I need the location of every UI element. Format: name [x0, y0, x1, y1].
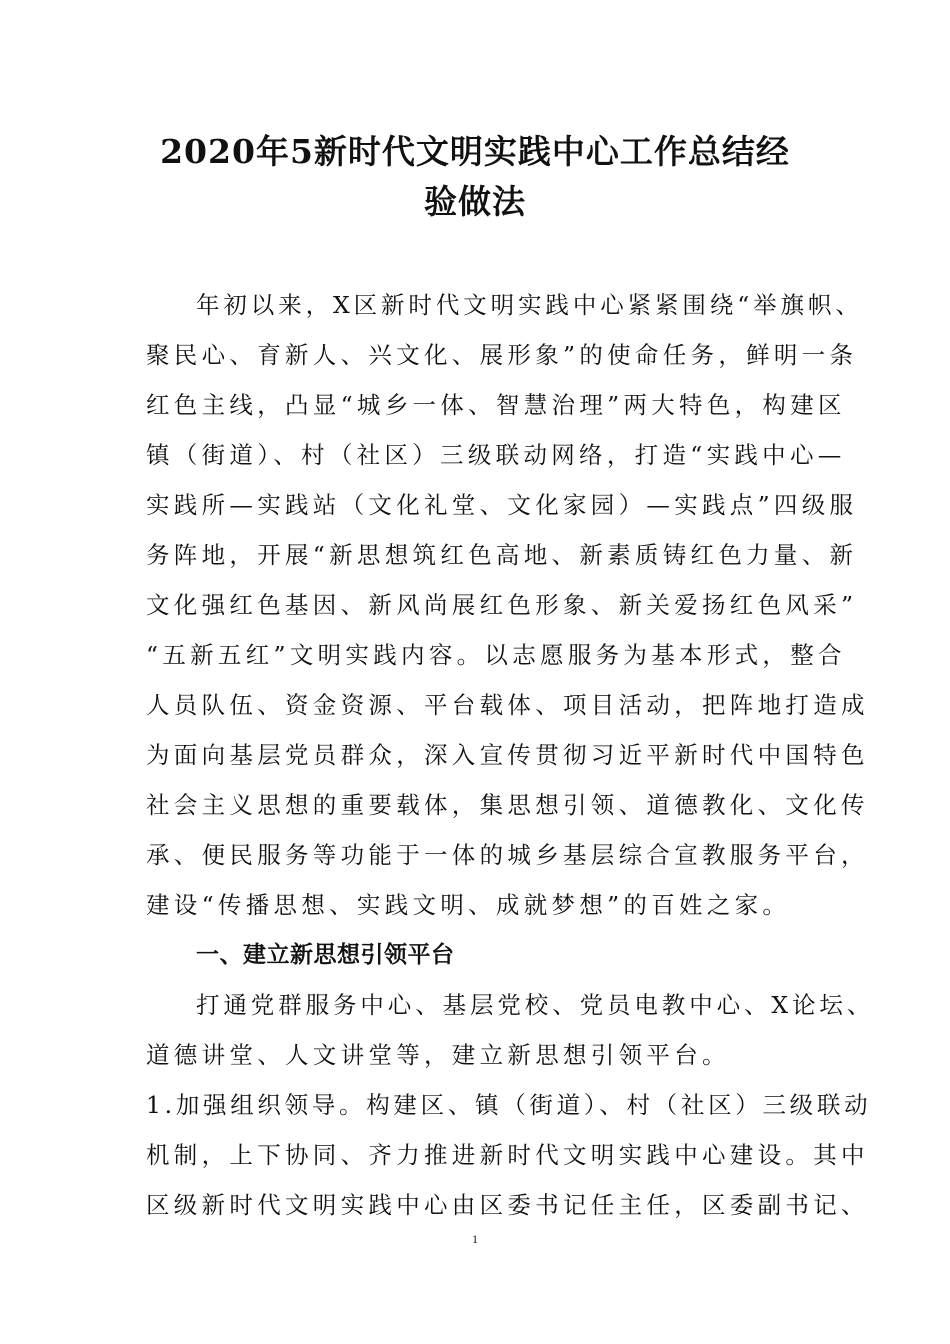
intro-line-2: 聚民心、育新人、兴文化、展形象”的使命任务，鲜明一条	[146, 341, 858, 369]
document-title-line-2: 验做法	[424, 182, 526, 221]
intro-line-1: 年初以来，X区新时代文明实践中心紧紧围绕“举旗帜、	[196, 291, 863, 319]
intro-line-3: 红色主线，凸显“城乡一体、智慧治理”两大特色，构建区	[146, 391, 846, 419]
section-1-line-1: 打通党群服务中心、基层党校、党员电教中心、X论坛、	[196, 991, 875, 1019]
item-1-line-1: 1.加强组织领导。构建区、镇（街道）、村（社区）三级联动	[146, 1091, 872, 1119]
intro-line-12: 承、便民服务等功能于一体的城乡基层综合宣教服务平台，	[146, 841, 869, 869]
intro-line-7: 文化强红色基因、新风尚展红色形象、新关爱扬红色风采”	[146, 591, 858, 619]
intro-line-4: 镇（街道）、村（社区）三级联动网络，打造“实践中心—	[146, 441, 846, 469]
page-number: 1	[472, 1232, 478, 1246]
intro-line-9: 人员队伍、资金资源、平台载体、项目活动，把阵地打造成	[146, 691, 869, 719]
intro-line-10: 为面向基层党员群众，深入宣传贯彻习近平新时代中国特色	[146, 741, 869, 769]
item-1-line-3: 区级新时代文明实践中心由区委书记任主任，区委副书记、	[146, 1191, 869, 1219]
intro-line-13: 建设“传播思想、实践文明、成就梦想”的百姓之家。	[146, 891, 791, 919]
intro-line-11: 社会主义思想的重要载体，集思想引领、道德教化、文化传	[146, 791, 869, 819]
intro-line-8: “五新五红”文明实践内容。以志愿服务为基本形式，整合	[146, 641, 846, 669]
item-1-line-2: 机制，上下协同、齐力推进新时代文明实践中心建设。其中	[146, 1141, 869, 1169]
section-1-heading: 一、建立新思想引领平台	[196, 942, 455, 968]
intro-line-5: 实践所—实践站（文化礼堂、文化家园）—实践点”四级服	[146, 491, 858, 519]
document-title-line-1: 2020年5新时代文明实践中心工作总结经	[160, 132, 790, 171]
section-1-line-2: 道德讲堂、人文讲堂等，建立新思想引领平台。	[146, 1041, 730, 1069]
intro-line-6: 务阵地，开展“新思想筑红色高地、新素质铸红色力量、新	[146, 541, 858, 569]
